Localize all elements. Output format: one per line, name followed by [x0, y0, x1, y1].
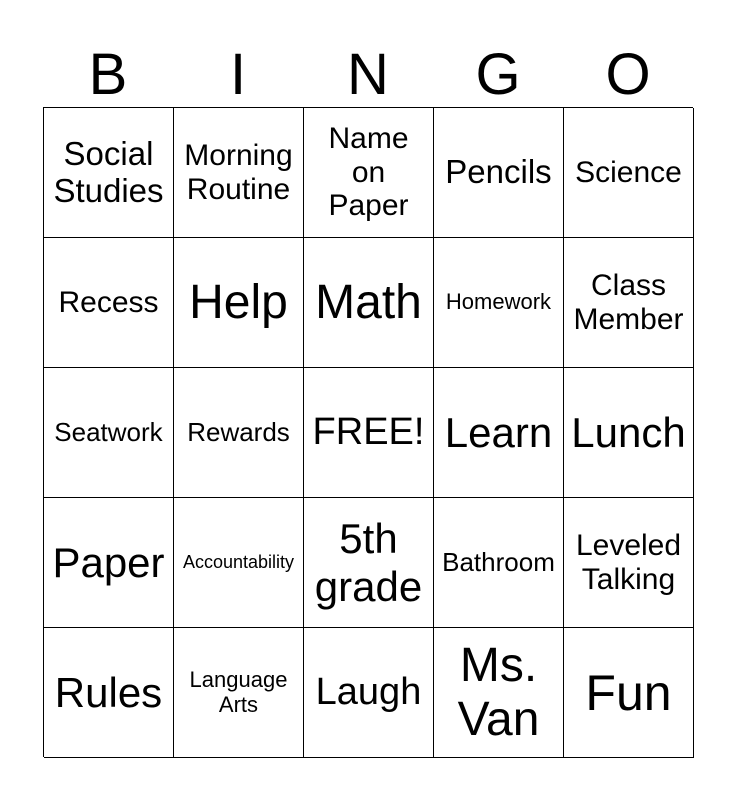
bingo-cell[interactable] — [564, 628, 694, 758]
cell-label: Math — [315, 275, 422, 329]
cell-label: Fun — [585, 664, 672, 721]
bingo-cell[interactable] — [564, 498, 694, 628]
bingo-cell[interactable] — [44, 498, 174, 628]
bingo-cell[interactable] — [174, 628, 304, 758]
bingo-cell[interactable] — [174, 108, 304, 238]
bingo-cell[interactable] — [44, 238, 174, 368]
cell-label: Accountability — [182, 552, 295, 573]
header-letter-g: G — [475, 42, 521, 107]
cell-label: Rules — [54, 668, 163, 716]
bingo-cell[interactable] — [304, 498, 434, 628]
bingo-cell[interactable] — [174, 368, 304, 498]
cell-label: Morning Routine — [184, 138, 293, 206]
bingo-cell[interactable] — [434, 628, 564, 758]
cell-label: Help — [189, 275, 288, 329]
cell-label: Language Arts — [189, 666, 288, 717]
bingo-cell[interactable] — [434, 108, 564, 238]
cell-label: Bathroom — [442, 546, 555, 577]
cell-label: Science — [575, 155, 682, 189]
bingo-cell[interactable] — [564, 108, 694, 238]
cell-label: 5th grade — [314, 515, 423, 610]
header-letter-b: B — [88, 42, 128, 107]
header-letter-o: O — [605, 42, 651, 107]
bingo-header — [43, 42, 693, 108]
bingo-cell[interactable] — [304, 368, 434, 498]
cell-label: Homework — [445, 289, 552, 315]
bingo-cell[interactable] — [44, 628, 174, 758]
bingo-cell[interactable] — [434, 498, 564, 628]
bingo-cell[interactable] — [434, 368, 564, 498]
cell-label: Pencils — [445, 153, 552, 191]
bingo-cell[interactable] — [44, 108, 174, 238]
header-letter-i: I — [229, 42, 247, 107]
cell-label: Name on Paper — [328, 122, 409, 223]
header-letter-n: N — [347, 42, 389, 107]
cell-label: Seatwork — [54, 416, 163, 447]
bingo-cell[interactable] — [304, 238, 434, 368]
bingo-board — [43, 107, 693, 757]
bingo-cell[interactable] — [44, 368, 174, 498]
cell-label: Laugh — [315, 671, 422, 714]
cell-label: Class Member — [573, 268, 684, 336]
bingo-cell[interactable] — [564, 368, 694, 498]
cell-label: Rewards — [187, 416, 290, 447]
bingo-cell[interactable] — [174, 498, 304, 628]
cell-label: Social Studies — [53, 134, 164, 209]
bingo-cell[interactable] — [174, 238, 304, 368]
cell-label: Paper — [52, 538, 165, 586]
bingo-cell[interactable] — [304, 628, 434, 758]
cell-label: Lunch — [571, 408, 686, 456]
bingo-cell[interactable] — [564, 238, 694, 368]
bingo-cell[interactable] — [304, 108, 434, 238]
bingo-cell[interactable] — [434, 238, 564, 368]
cell-label: Ms. Van — [457, 638, 540, 746]
cell-label: Leveled Talking — [575, 528, 682, 596]
cell-label: FREE! — [312, 411, 425, 454]
cell-label: Recess — [58, 285, 159, 319]
cell-label: Learn — [444, 408, 553, 456]
